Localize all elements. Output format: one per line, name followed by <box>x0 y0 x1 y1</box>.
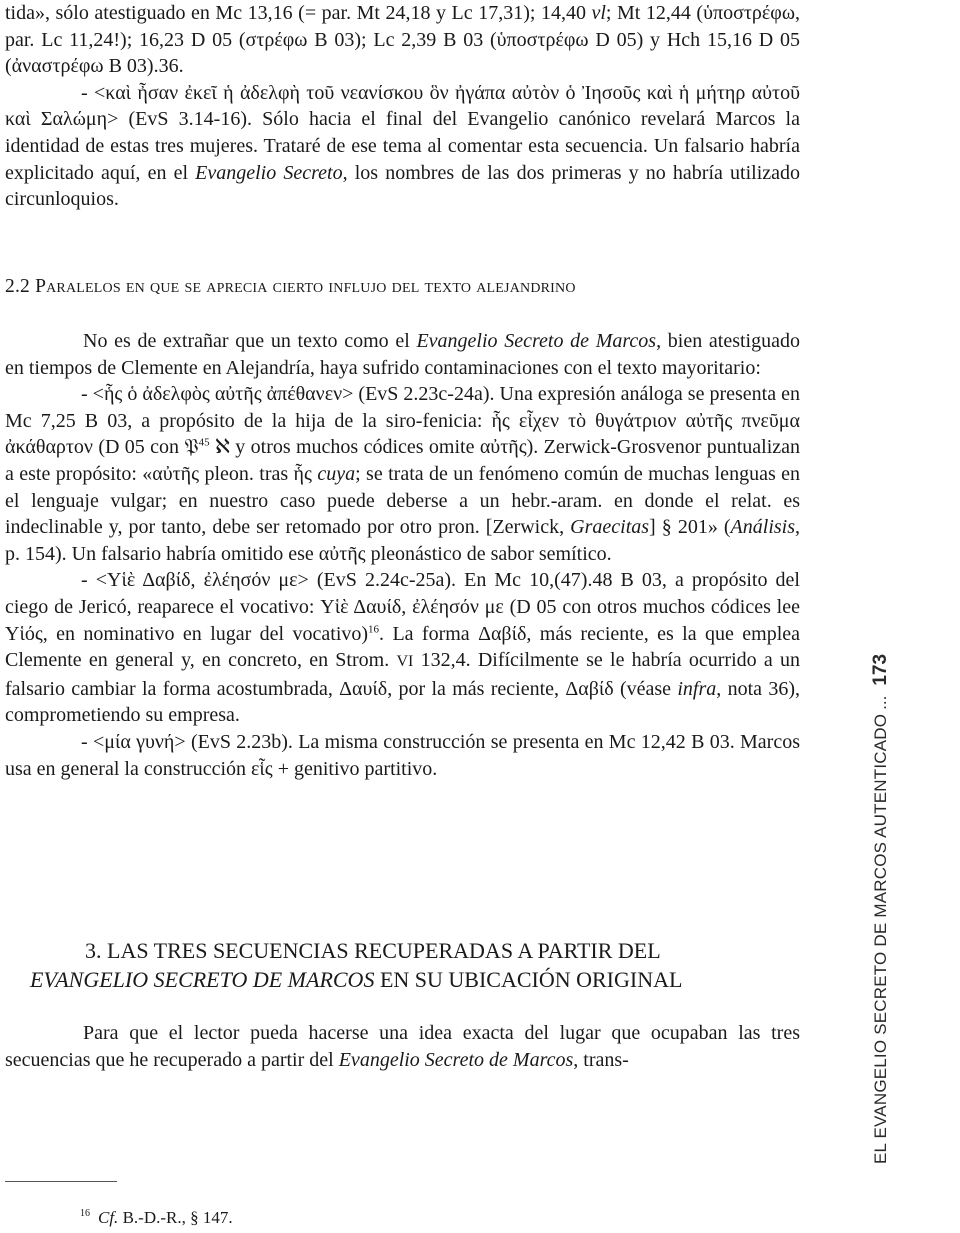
section-title-line-1: 3. LAS TRES SECUENCIAS RECUPERADAS A PARTIR DEL <box>85 938 661 963</box>
paragraph-continued <box>5 0 800 80</box>
text-run: - <Υἱὲ Δαβίδ, ἐλέησόν με> (EvS 2.24c-25a). En Mc 10,(47).48 B 03, a propósito del ciego de Jericó, reaparece el vocativo: Υἱὲ Δαυίδ, ἐλέησόν με (D 05 con otros muchos códices lee Υἱός, en nominativo en lugar del vocativo) <box>5 569 800 645</box>
paragraph-intro <box>5 1020 800 1073</box>
italic-run: Graecitas <box>570 516 650 539</box>
running-head-title: EL EVANGELIO SECRETO DE MARCOS AUTENTICADO <box>871 713 890 1164</box>
text-run: ; se trata de un fenómeno común de muchas lenguas en el lenguaje vulgar; en nuestro caso puede deberse a un hebr.-aram. en donde el relat. es indeclinable y, por tanto, debe ser retomado por otro pron. [Zerwick, <box>5 462 800 539</box>
text-run: 132,4. Difícilmente se le habría ocurrido a un falsario cambiar la forma acostumbrada, Δαυίδ, por la más reciente, Δαβίδ (véase <box>5 649 800 700</box>
text-run: - <ἧς ὁ ἀδελφὸς αὐτῆς ἀπέθανεν> (EvS 2.23c-24a). Una expresión análoga se presenta en Mc 7,25 B 03, a propósito de la hija de la siro-fenicia: ἧς εἶχεν τὸ θυγάτριον αὐτῆς πνεῦμα ἀκάθαρτον (D 05 con 𝔓 <box>5 383 800 459</box>
roman-numeral: VI <box>396 653 414 671</box>
paragraph-intro <box>5 328 800 381</box>
italic-run: infra <box>677 677 717 700</box>
paragraph-example-1 <box>5 381 800 567</box>
text-run: ] § 201» ( <box>649 516 731 539</box>
text-run: , p. 154). Un falsario habría omitido ese αὐτῆς pleonástico de sabor semítico. <box>5 516 800 565</box>
footnote-ref[interactable]: 16 <box>368 622 380 635</box>
section-number: 2.2 <box>5 276 36 297</box>
text-run: tida», sólo atestiguado en Mc 13,16 (= par. Mt 24,18 y Lc 17,31); 14,40 <box>5 2 592 24</box>
text-run: ℵ y otros muchos códices omite αὐτῆς). Zerwick-Grosvenor puntualizan a este propósito: «αὐτῆς pleon. tras ἧς <box>5 436 801 485</box>
italic-run: vl <box>591 2 606 24</box>
paragraph-greek-quote <box>5 80 800 213</box>
text-run: Para que el lector pueda hacerse una idea exacta del lugar que ocupaban las tres secuencias que he recuperado a partir del <box>5 1022 800 1071</box>
italic-run: Evangelio Secreto de Marcos <box>416 330 657 352</box>
section-heading-3 <box>5 936 800 994</box>
section-title: Paralelos en que se aprecia cierto influjo del texto alejandrino <box>35 276 576 297</box>
superscript: 45 <box>198 436 210 449</box>
text-run: , trans- <box>573 1048 629 1071</box>
italic-run: EVANGELIO SECRETO DE MARCOS <box>30 967 375 992</box>
section-title-line-2 <box>5 965 800 994</box>
running-head <box>870 654 892 1164</box>
text-run: - <καὶ ἦσαν ἐκεῖ ἡ ἀδελφὴ τοῦ νεανίσκου ὃν ἠγάπα αὐτὸν ὁ Ἰησοῦς καὶ ἡ μήτηρ αὐτοῦ καὶ Σαλώμη> (EvS 3.14-16). Sólo hacia el final del Evangelio canónico revelará Marcos la identidad de estas tres mujeres. Trataré de ese tema al comentar esta secuencia. Un falsario habría explicitado aquí, en el <box>5 81 800 184</box>
footnote-text: B.-D.-R., § 147. <box>118 1208 233 1227</box>
text-run: , bien atestiguado en tiempos de Clemente en Alejandría, haya sufrido contaminaciones con el texto mayoritario: <box>5 330 800 379</box>
text-run: No es de extrañar que un texto como el <box>83 330 417 352</box>
italic-run: cuya <box>317 462 356 485</box>
text-block-top <box>5 0 800 213</box>
footnote-16 <box>80 1207 233 1229</box>
text-run: EN SU UBICACIÓN ORIGINAL <box>374 967 683 992</box>
footnote-separator <box>5 1181 117 1182</box>
paragraph-example-3 <box>5 729 800 782</box>
text-run: . La forma Δαβίδ, más reciente, es la que emplea Clemente en general y, en concreto, en Strom. <box>5 622 800 672</box>
page-number: 173 <box>870 653 891 686</box>
text-block-section-3 <box>5 1020 800 1073</box>
italic-run: Evangelio Secreto de Marcos <box>338 1048 574 1071</box>
text-run: - <μία γυνή> (EvS 2.23b). La misma construcción se presenta en Mc 12,42 B 03. Marcos usa en general la construcción εἷς + genitivo partitivo. <box>5 730 800 780</box>
italic-run: Análisis <box>730 516 795 539</box>
section-heading-2-2 <box>5 274 800 301</box>
text-run: , nota 36), comprometiendo su empresa. <box>5 677 800 727</box>
footnote-number: 16 <box>80 1208 90 1220</box>
text-run: , los nombres de las dos primeras y no habría utilizado circunloquios. <box>5 161 800 211</box>
text-block-section-2-2 <box>5 328 800 782</box>
paragraph-example-2 <box>5 567 800 729</box>
running-head-ellipsis: ... <box>871 695 890 710</box>
text-run: ; Mt 12,44 (ὑποστρέφω, par. Lc 11,24!); 16,23 D 05 (στρέφω B 03); Lc 2,39 B 03 (ὑποστρέφω D 05) y Hch 15,16 D 05 (ἀναστρέφω B 03).36. <box>5 2 800 78</box>
italic-run: Cf. <box>98 1208 119 1227</box>
italic-run: Evangelio Secreto <box>195 161 343 184</box>
